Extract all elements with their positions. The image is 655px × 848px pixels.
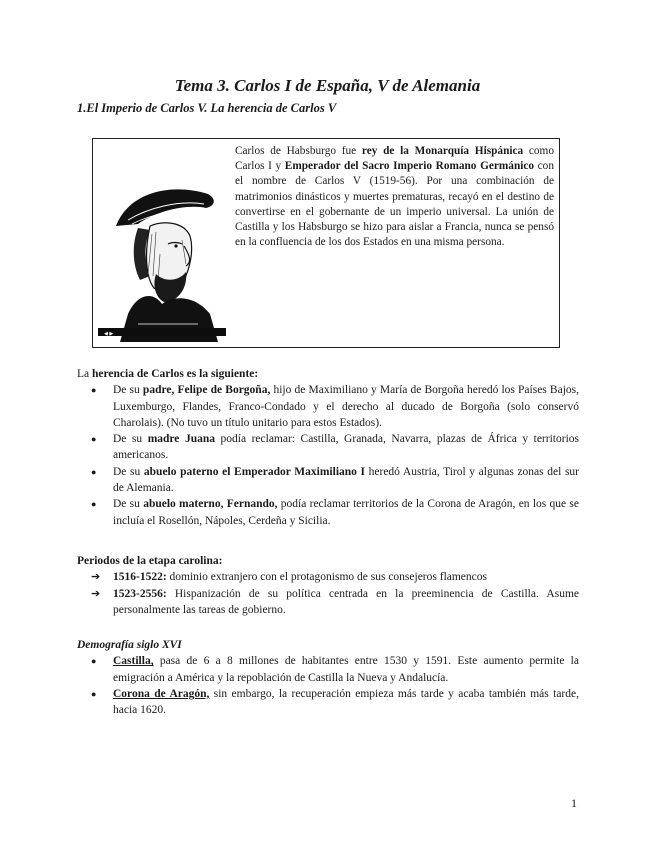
svg-text:◀ ▶: ◀ ▶: [104, 331, 114, 337]
herencia-list: [77, 382, 579, 529]
intro-text: Carlos de Habsburgo fue rey de la Monarquía Hispánica como Carlos I y Emperador del Sacro Imperio Romano Germánico con el nombre de Carlos V (1519-56). Por una combinación de matrimonios dinásticos y muertes prematuras, recayó en el destino de convertirse en el gobernante de un imperio universal. La unión de Castilla y los Habsburgo se hizo para aislar a Francia, nunca se pensó en la confluencia de los dos Estados en una misma persona.: [99, 144, 554, 256]
herencia-heading: La herencia de Carlos es la siguiente:: [77, 368, 259, 380]
page-number: 1: [571, 796, 577, 810]
list-item: ● Corona de Aragón, sin embargo, la recuperación empieza más tarde y acaba también más tarde, hacia 1620.: [77, 686, 579, 719]
periodos-section: [77, 553, 579, 618]
demografia-section: [77, 637, 579, 718]
demografia-heading: Demografía siglo XVI: [77, 639, 182, 651]
carlos-v-portrait-image: [98, 164, 226, 342]
demografia-list: [77, 653, 579, 718]
section-subtitle: 1.El Imperio de Carlos V. La herencia de Carlos V: [77, 101, 337, 115]
herencia-section: [77, 366, 579, 529]
periodos-heading: Periodos de la etapa carolina:: [77, 555, 223, 567]
list-item: ● De su madre Juana podía reclamar: Castilla, Granada, Navarra, plazas de África y territorios americanos.: [77, 431, 579, 464]
list-item: ➔ 1523-2556: Hispanización de su política centrada en la preeminencia de Castilla. Asume personalmente las tareas de gobierno.: [77, 586, 579, 619]
list-item: ● De su abuelo materno, Fernando, podía reclamar territorios de la Corona de Aragón, en los que se incluía el Rosellón, Nápoles, Cerdeña y Sicilia.: [77, 496, 579, 529]
list-item: ● De su abuelo paterno el Emperador Maximiliano I heredó Austria, Tirol y algunas zonas del sur de Alemania.: [77, 464, 579, 497]
list-item: ● De su padre, Felipe de Borgoña, hijo de Maximiliano y María de Borgoña heredó los Países Bajos, Luxemburgo, Flandes, Franco-Condado y el derecho al ducado de Borgoña (solo conservó Charolais). (No tuvo un título unitario para estos Estados).: [77, 382, 579, 431]
page-title: Tema 3. Carlos I de España, V de Alemania: [174, 76, 481, 95]
periodos-list: [77, 569, 579, 618]
list-item: ➔ 1516-1522: dominio extranjero con el protagonismo de sus consejeros flamencos: [77, 569, 579, 585]
list-item: ● Castilla, pasa de 6 a 8 millones de habitantes entre 1530 y 1591. Este aumento permite la emigración a América y la repoblación de Castilla la Nueva y Andalucía.: [77, 653, 579, 686]
